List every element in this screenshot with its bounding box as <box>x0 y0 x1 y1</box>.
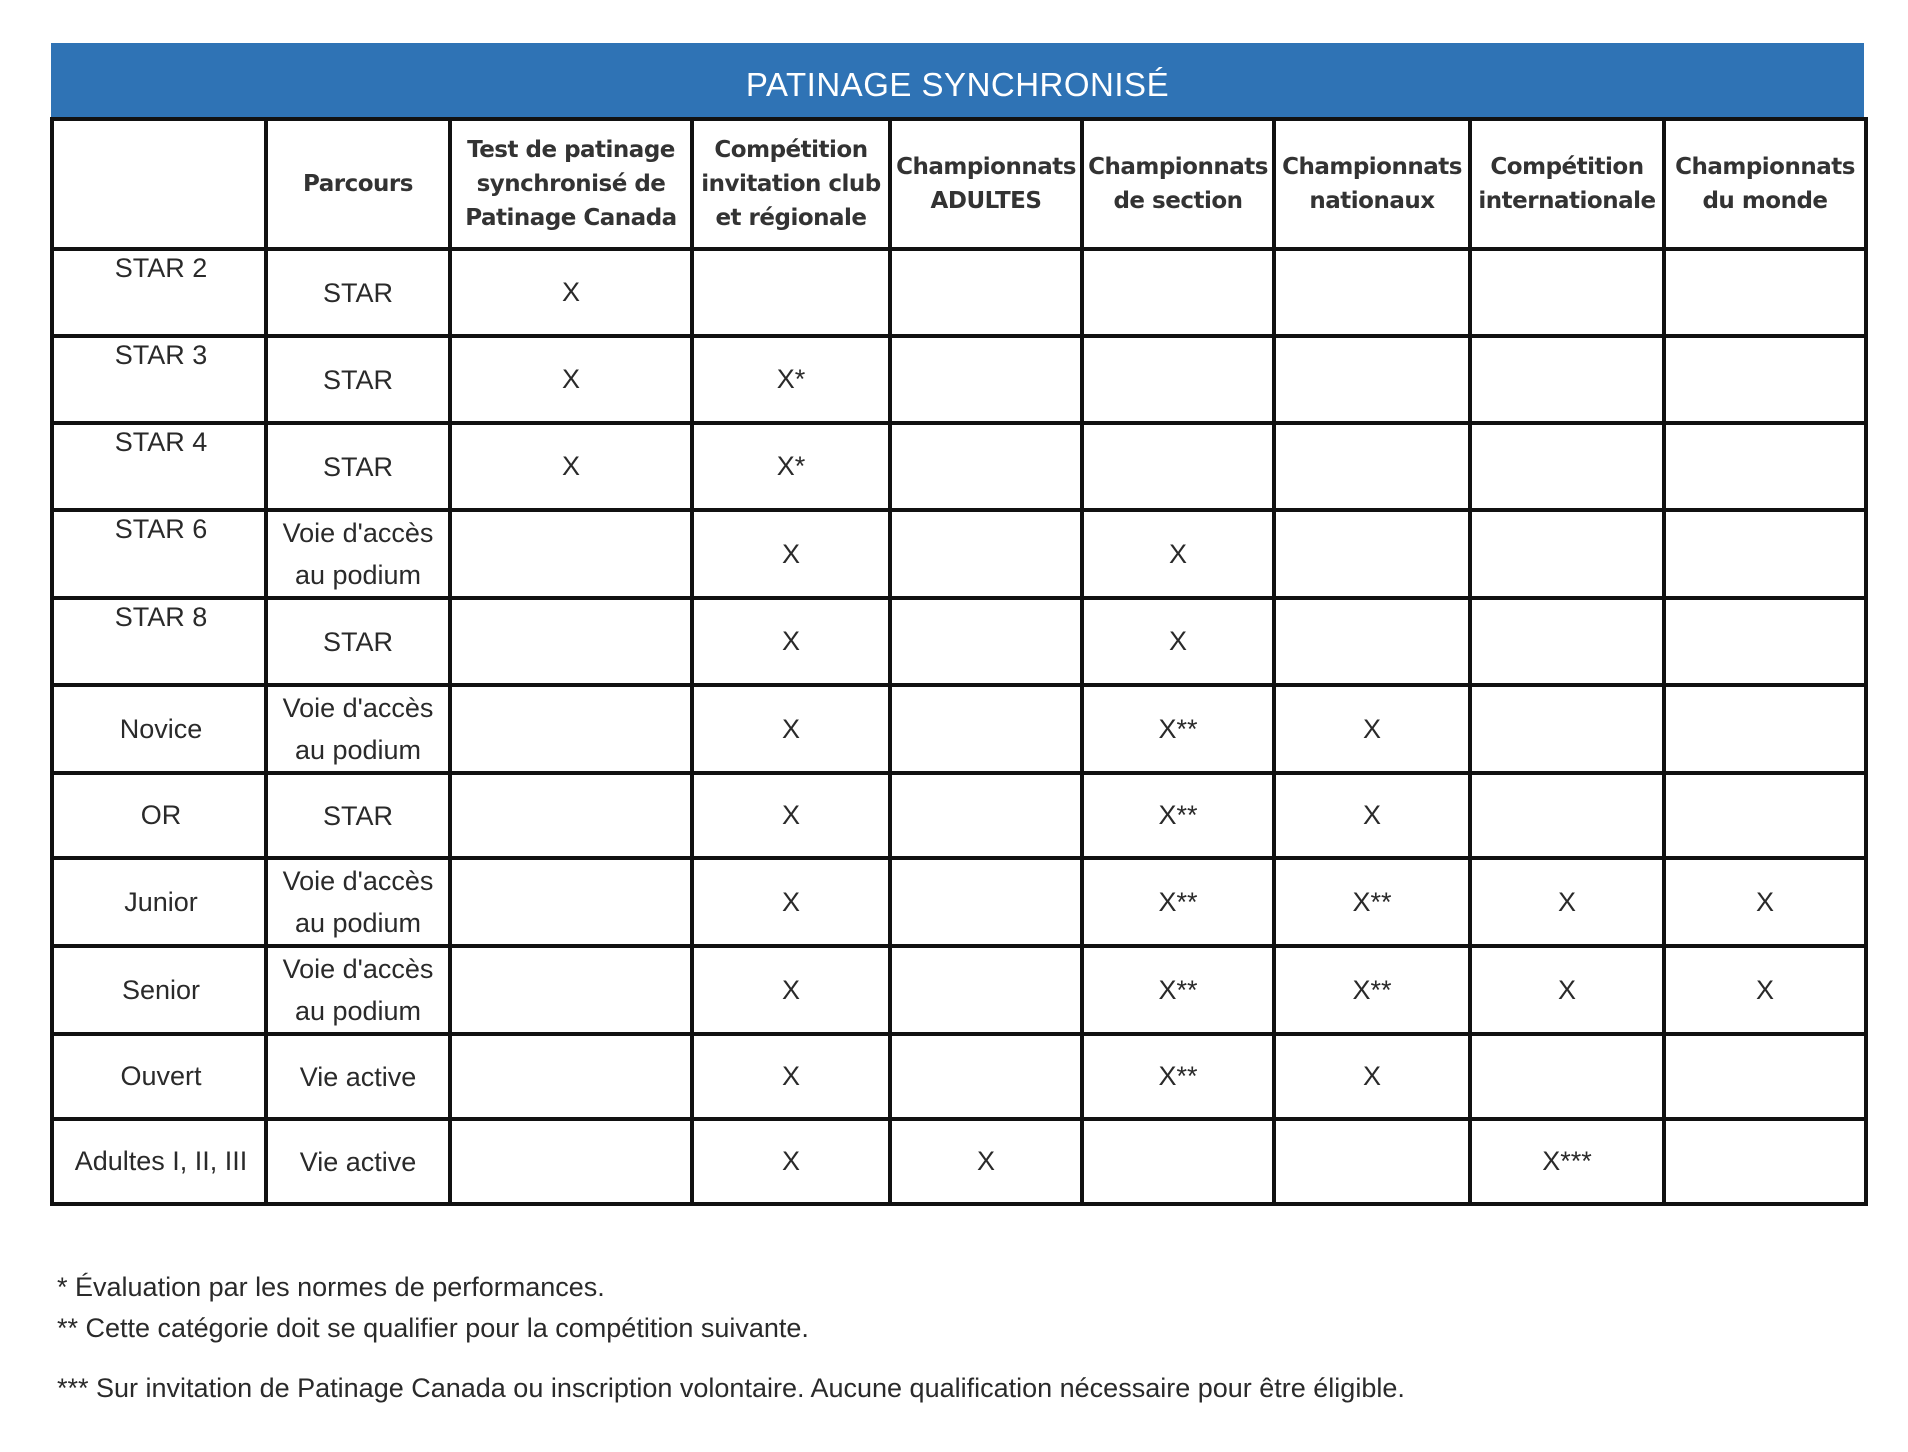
table-cell: X <box>1470 858 1664 946</box>
table-cell: X <box>692 598 890 685</box>
table-cell <box>1470 249 1664 336</box>
table-cell <box>890 858 1082 946</box>
row-label: STAR 6 <box>52 510 266 598</box>
table-cell <box>1274 336 1470 423</box>
pathway-cell: Voie d'accès au podium <box>266 685 450 773</box>
table-cell <box>450 946 692 1034</box>
table-cell: X <box>692 1119 890 1204</box>
table-title-banner <box>51 43 1864 117</box>
row-label: STAR 4 <box>52 423 266 510</box>
row-label: STAR 8 <box>52 598 266 685</box>
table-title: PATINAGE SYNCHRONISÉ <box>745 66 1170 103</box>
table-cell <box>692 249 890 336</box>
table-cell <box>450 773 692 858</box>
row-label: Novice <box>52 685 266 773</box>
pathway-cell: Voie d'accès au podium <box>266 946 450 1034</box>
header-row <box>52 119 1866 249</box>
table-cell <box>1470 598 1664 685</box>
table-cell <box>1470 336 1664 423</box>
column-header <box>52 119 266 249</box>
table-cell <box>1664 598 1866 685</box>
table-cell <box>1664 249 1866 336</box>
table-cell <box>450 598 692 685</box>
pathway-cell: STAR <box>266 423 450 510</box>
table-row <box>52 423 1866 510</box>
pathway-cell: STAR <box>266 336 450 423</box>
table-cell <box>1082 423 1274 510</box>
table-cell: X** <box>1082 685 1274 773</box>
table-cell <box>1664 336 1866 423</box>
column-header: Championnats nationaux <box>1274 119 1470 249</box>
table-cell: X <box>1274 773 1470 858</box>
table-cell <box>890 336 1082 423</box>
column-header: Championnats de section <box>1082 119 1274 249</box>
row-label: Junior <box>52 858 266 946</box>
pathway-cell: STAR <box>266 773 450 858</box>
row-label: OR <box>52 773 266 858</box>
table-row <box>52 336 1866 423</box>
row-label: Adultes I, II, III <box>52 1119 266 1204</box>
table-cell: X <box>692 510 890 598</box>
table-cell: X*** <box>1470 1119 1664 1204</box>
table-cell: X <box>692 858 890 946</box>
table-cell: X <box>1664 858 1866 946</box>
table-row <box>52 685 1866 773</box>
table-cell: X <box>692 685 890 773</box>
table-cell <box>1082 1119 1274 1204</box>
table-cell: X** <box>1082 946 1274 1034</box>
table-row <box>52 1119 1866 1204</box>
table-cell: X <box>450 423 692 510</box>
pathway-cell: Vie active <box>266 1034 450 1119</box>
table-cell <box>1470 773 1664 858</box>
table-cell: X** <box>1274 946 1470 1034</box>
table-row <box>52 598 1866 685</box>
table-cell <box>1664 510 1866 598</box>
table-cell <box>1664 1119 1866 1204</box>
eligibility-table <box>50 117 1868 1206</box>
column-header: Championnats ADULTES <box>890 119 1082 249</box>
table-cell <box>1274 510 1470 598</box>
table-cell: X* <box>692 336 890 423</box>
table-cell <box>1664 1034 1866 1119</box>
table-cell: X <box>692 946 890 1034</box>
pathway-cell: Vie active <box>266 1119 450 1204</box>
table-cell <box>1274 598 1470 685</box>
column-header: Compétition invitation club et régionale <box>692 119 890 249</box>
row-label: Senior <box>52 946 266 1034</box>
column-header: Parcours <box>266 119 450 249</box>
table-cell <box>890 685 1082 773</box>
pathway-cell: STAR <box>266 249 450 336</box>
table-row <box>52 946 1866 1034</box>
pathway-cell: Voie d'accès au podium <box>266 510 450 598</box>
table-cell <box>1274 1119 1470 1204</box>
table-cell <box>450 685 692 773</box>
table-cell: X <box>1470 946 1664 1034</box>
table-cell: X** <box>1082 773 1274 858</box>
table-cell <box>450 510 692 598</box>
table-cell <box>890 249 1082 336</box>
table-cell: X <box>1082 510 1274 598</box>
table-cell <box>450 1119 692 1204</box>
table-cell <box>1470 1034 1664 1119</box>
column-header: Compétition internationale <box>1470 119 1664 249</box>
table-cell: X <box>450 249 692 336</box>
table-cell <box>890 773 1082 858</box>
table-cell: X <box>1082 598 1274 685</box>
table-cell <box>1274 423 1470 510</box>
table-cell <box>1082 336 1274 423</box>
table-row <box>52 773 1866 858</box>
table-cell: X <box>692 1034 890 1119</box>
table-cell <box>450 1034 692 1119</box>
row-label: STAR 3 <box>52 336 266 423</box>
table-row <box>52 858 1866 946</box>
table-cell <box>450 858 692 946</box>
table-cell: X <box>1274 1034 1470 1119</box>
table-cell: X** <box>1082 1034 1274 1119</box>
pathway-cell: STAR <box>266 598 450 685</box>
table-cell: X <box>890 1119 1082 1204</box>
row-label: STAR 2 <box>52 249 266 336</box>
footnote-3: *** Sur invitation de Patinage Canada ou inscription volontaire. Aucune qualification nécessaire pour être éligible. <box>57 1373 1405 1403</box>
footnote-2: ** Cette catégorie doit se qualifier pour la compétition suivante. <box>57 1313 809 1343</box>
row-label: Ouvert <box>52 1034 266 1119</box>
table-cell: X** <box>1082 858 1274 946</box>
table-row <box>52 510 1866 598</box>
table-cell <box>1470 510 1664 598</box>
column-header: Championnats du monde <box>1664 119 1866 249</box>
table-cell: X <box>450 336 692 423</box>
table-row <box>52 249 1866 336</box>
table-row <box>52 1034 1866 1119</box>
table-cell <box>1470 423 1664 510</box>
table-cell <box>890 510 1082 598</box>
table-cell <box>890 946 1082 1034</box>
pathway-cell: Voie d'accès au podium <box>266 858 450 946</box>
table-cell <box>1664 773 1866 858</box>
table-cell <box>1082 249 1274 336</box>
table-cell: X <box>692 773 890 858</box>
table-cell <box>1470 685 1664 773</box>
table-cell <box>1274 249 1470 336</box>
table-cell <box>890 423 1082 510</box>
column-header: Test de patinage synchronisé de Patinage Canada <box>450 119 692 249</box>
table-cell <box>1664 685 1866 773</box>
table-cell: X <box>1274 685 1470 773</box>
table-body <box>52 119 1866 1204</box>
footnote-1: * Évaluation par les normes de performances. <box>57 1272 605 1302</box>
table-cell: X** <box>1274 858 1470 946</box>
table-cell: X* <box>692 423 890 510</box>
table-cell: X <box>1664 946 1866 1034</box>
table-cell <box>890 598 1082 685</box>
table-cell <box>1664 423 1866 510</box>
table-cell <box>890 1034 1082 1119</box>
